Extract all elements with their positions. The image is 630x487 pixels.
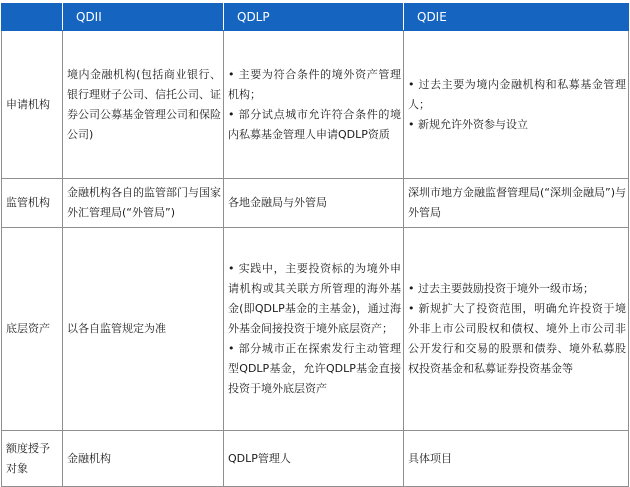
cell-qdlp-regulator <box>224 179 404 228</box>
comparison-table <box>1 3 629 487</box>
cell-qdie-quota <box>404 431 629 487</box>
cell-text: 以各自监管规定为准 <box>67 322 166 335</box>
cell-text: 各地金融局与外管局 <box>228 196 327 209</box>
row-label-assets <box>2 228 63 431</box>
cell-qdlp-quota <box>224 431 404 487</box>
cell-text: 金融机构各自的监管部门与国家外汇管理局(“外管局”) <box>67 186 221 219</box>
bullet-item: • 过去主要鼓励投资于境外一级市场； <box>408 279 626 299</box>
header-qdii: QDII <box>63 4 224 31</box>
bullet-item: • 主要为符合条件的境外资产管理机构； <box>228 65 401 105</box>
cell-qdie-assets <box>404 228 629 431</box>
row-label-text: 额度授予对象 <box>6 441 50 475</box>
table-row <box>2 228 629 431</box>
cell-text: 具体项目 <box>408 451 452 465</box>
bullet-item: • 过去主要为境内金融机构和私募基金管理人； <box>408 75 626 115</box>
row-label-text: 监管机构 <box>6 196 50 209</box>
cell-qdii-quota <box>63 431 224 487</box>
bullet-item: • 实践中，主要投资标的为境外申请机构或其关联方所管理的海外基金(即QDLP基金的主基金)，通过海外基金间接投资于境外底层资产； <box>228 259 401 339</box>
bullet-item: • 新规允许外资参与设立 <box>408 115 626 135</box>
bullet-item: • 新规扩大了投资范围，明确允许投资于境外非上市公司股权和债权、境外上市公司非公开发行和交易的股票和债券、境外私募股权投资基金和私募证券投资基金等 <box>408 299 626 379</box>
header-qdlp: QDLP <box>224 4 404 31</box>
row-label-regulator <box>2 179 63 228</box>
bullet-item: • 部分试点城市允许符合条件的境内私募基金管理人申请QDLP资质 <box>228 105 401 145</box>
header-qdie: QDIE <box>404 4 629 31</box>
cell-qdii-assets <box>63 228 224 431</box>
cell-qdlp-assets <box>224 228 404 431</box>
cell-qdie-applicant <box>404 31 629 179</box>
cell-text: QDLP管理人 <box>228 451 291 465</box>
table-row <box>2 431 629 487</box>
row-label-text: 底层资产 <box>6 322 50 335</box>
cell-qdie-regulator <box>404 179 629 228</box>
table-header-row <box>2 4 629 31</box>
header-empty <box>2 4 63 31</box>
cell-text: 境内金融机构(包括商业银行、银行理财子公司、信托公司、证券公司公募基金管理公司和保险公司) <box>67 67 221 141</box>
row-label-quota <box>2 431 63 487</box>
table-row <box>2 179 629 228</box>
row-label-applicant <box>2 31 63 179</box>
row-label-text: 申请机构 <box>6 97 50 111</box>
cell-qdlp-applicant <box>224 31 404 179</box>
cell-text: 金融机构 <box>67 451 111 465</box>
cell-text: 深圳市地方金融监督管理局(“深圳金融局”)与外管局 <box>408 186 626 219</box>
bullet-item: • 部分城市正在探索发行主动管理型QDLP基金，允许QDLP基金直接投资于境外底层资产 <box>228 339 401 399</box>
table-row <box>2 31 629 179</box>
cell-qdii-applicant <box>63 31 224 179</box>
cell-qdii-regulator <box>63 179 224 228</box>
